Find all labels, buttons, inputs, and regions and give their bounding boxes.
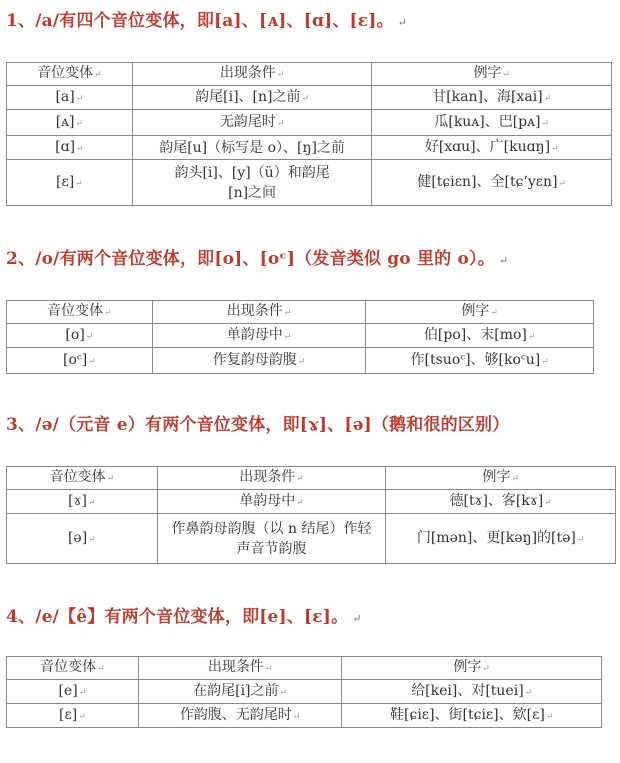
table-row — [7, 86, 612, 110]
table-cell: 甘[kan]、海[xai]↵ — [372, 86, 612, 110]
section-3-table — [6, 466, 616, 564]
table-cell: 在韵尾[i]之前↵ — [138, 680, 342, 704]
table-cell: [ɑ]↵ — [7, 136, 133, 160]
table-row — [7, 680, 602, 704]
table-cell: 韵头[i]、[y]（ü）和韵尾[n]之间 — [132, 160, 372, 206]
header-cell: 例字↵ — [342, 657, 602, 680]
header-cell: 音位变体↵ — [7, 301, 153, 324]
header-cell: 出现条件↵ — [132, 63, 372, 86]
header-cell: 出现条件↵ — [138, 657, 342, 680]
header-cell: 例字↵ — [366, 301, 594, 324]
table-cell: 无韵尾时↵ — [132, 110, 372, 136]
table-cell: [ɤ]↵ — [7, 490, 158, 514]
table-cell: [ɛ]↵ — [7, 160, 133, 206]
table-row — [7, 514, 616, 564]
section-1-table — [6, 62, 612, 206]
header-cell: 音位变体↵ — [7, 657, 139, 680]
table-cell: 鞋[ɕiɛ]、街[tɕiɛ]、欸[ɛ]↵ — [342, 704, 602, 728]
table-cell: 单韵母中↵ — [152, 324, 366, 348]
table-cell: 健[tɕiɛn]、全[tɕʻyɛn]↵ — [372, 160, 612, 206]
table-cell: [e]↵ — [7, 680, 139, 704]
table-cell: [oᶜ]↵ — [7, 348, 153, 374]
table-cell: 门[mən]、更[kəŋ]的[tə]↵ — [386, 514, 616, 564]
section-2-heading: 2、/o/有两个音位变体，即[o]、[oᶜ]（发音类似 go 里的 o）。 ↵ — [6, 249, 509, 269]
table-cell: 作韵腹、无韵尾时↵ — [138, 704, 342, 728]
table-header-row — [7, 63, 612, 86]
table-cell: 作鼻韵母韵腹（以 n 结尾）作轻声音节韵腹 — [157, 514, 386, 564]
section-4-heading: 4、/e/【ê】有两个音位变体，即[e]、[ɛ]。 ↵ — [6, 607, 362, 627]
table-row — [7, 110, 612, 136]
table-row — [7, 160, 612, 206]
table-cell: [ᴀ]↵ — [7, 110, 133, 136]
section-1-heading: 1、/a/有四个音位变体，即[a]、[ᴀ]、[ɑ]、[ɛ]。 ↵ — [6, 11, 408, 31]
table-cell: 作复韵母韵腹↵ — [152, 348, 366, 374]
table-cell: 单韵母中↵ — [157, 490, 386, 514]
section-4-table — [6, 656, 602, 728]
table-header-row — [7, 301, 594, 324]
table-row — [7, 490, 616, 514]
table-cell: 韵尾[u]（标写是 o）、[ŋ]之前 — [132, 136, 372, 160]
table-cell: 伯[po]、末[mo]↵ — [366, 324, 594, 348]
table-cell: 瓜[kuᴀ]、巴[pᴀ]↵ — [372, 110, 612, 136]
table-cell: 好[xɑu]、广[kuɑŋ]↵ — [372, 136, 612, 160]
table-cell: 德[tɤ]、客[kɤ]↵ — [386, 490, 616, 514]
table-row — [7, 136, 612, 160]
table-cell: [ə]↵ — [7, 514, 158, 564]
table-cell: 韵尾[i]、[n]之前↵ — [132, 86, 372, 110]
section-2-table — [6, 300, 594, 374]
table-cell: [ɛ]↵ — [7, 704, 139, 728]
table-header-row — [7, 657, 602, 680]
table-header-row — [7, 467, 616, 490]
table-cell: [o]↵ — [7, 324, 153, 348]
header-cell: 例字↵ — [372, 63, 612, 86]
header-cell: 出现条件↵ — [152, 301, 366, 324]
header-cell: 出现条件↵ — [157, 467, 386, 490]
section-3-heading: 3、/ə/（元音 e）有两个音位变体，即[ɤ]、[ə]（鹅和很的区别） — [6, 415, 510, 435]
table-cell: [a]↵ — [7, 86, 133, 110]
header-cell: 例字↵ — [386, 467, 616, 490]
table-cell: 给[kei]、对[tuei]↵ — [342, 680, 602, 704]
header-cell: 音位变体↵ — [7, 63, 133, 86]
table-row — [7, 324, 594, 348]
table-row — [7, 348, 594, 374]
header-cell: 音位变体↵ — [7, 467, 158, 490]
table-cell: 作[tsuoᶜ]、够[koᶜu]↵ — [366, 348, 594, 374]
table-row — [7, 704, 602, 728]
